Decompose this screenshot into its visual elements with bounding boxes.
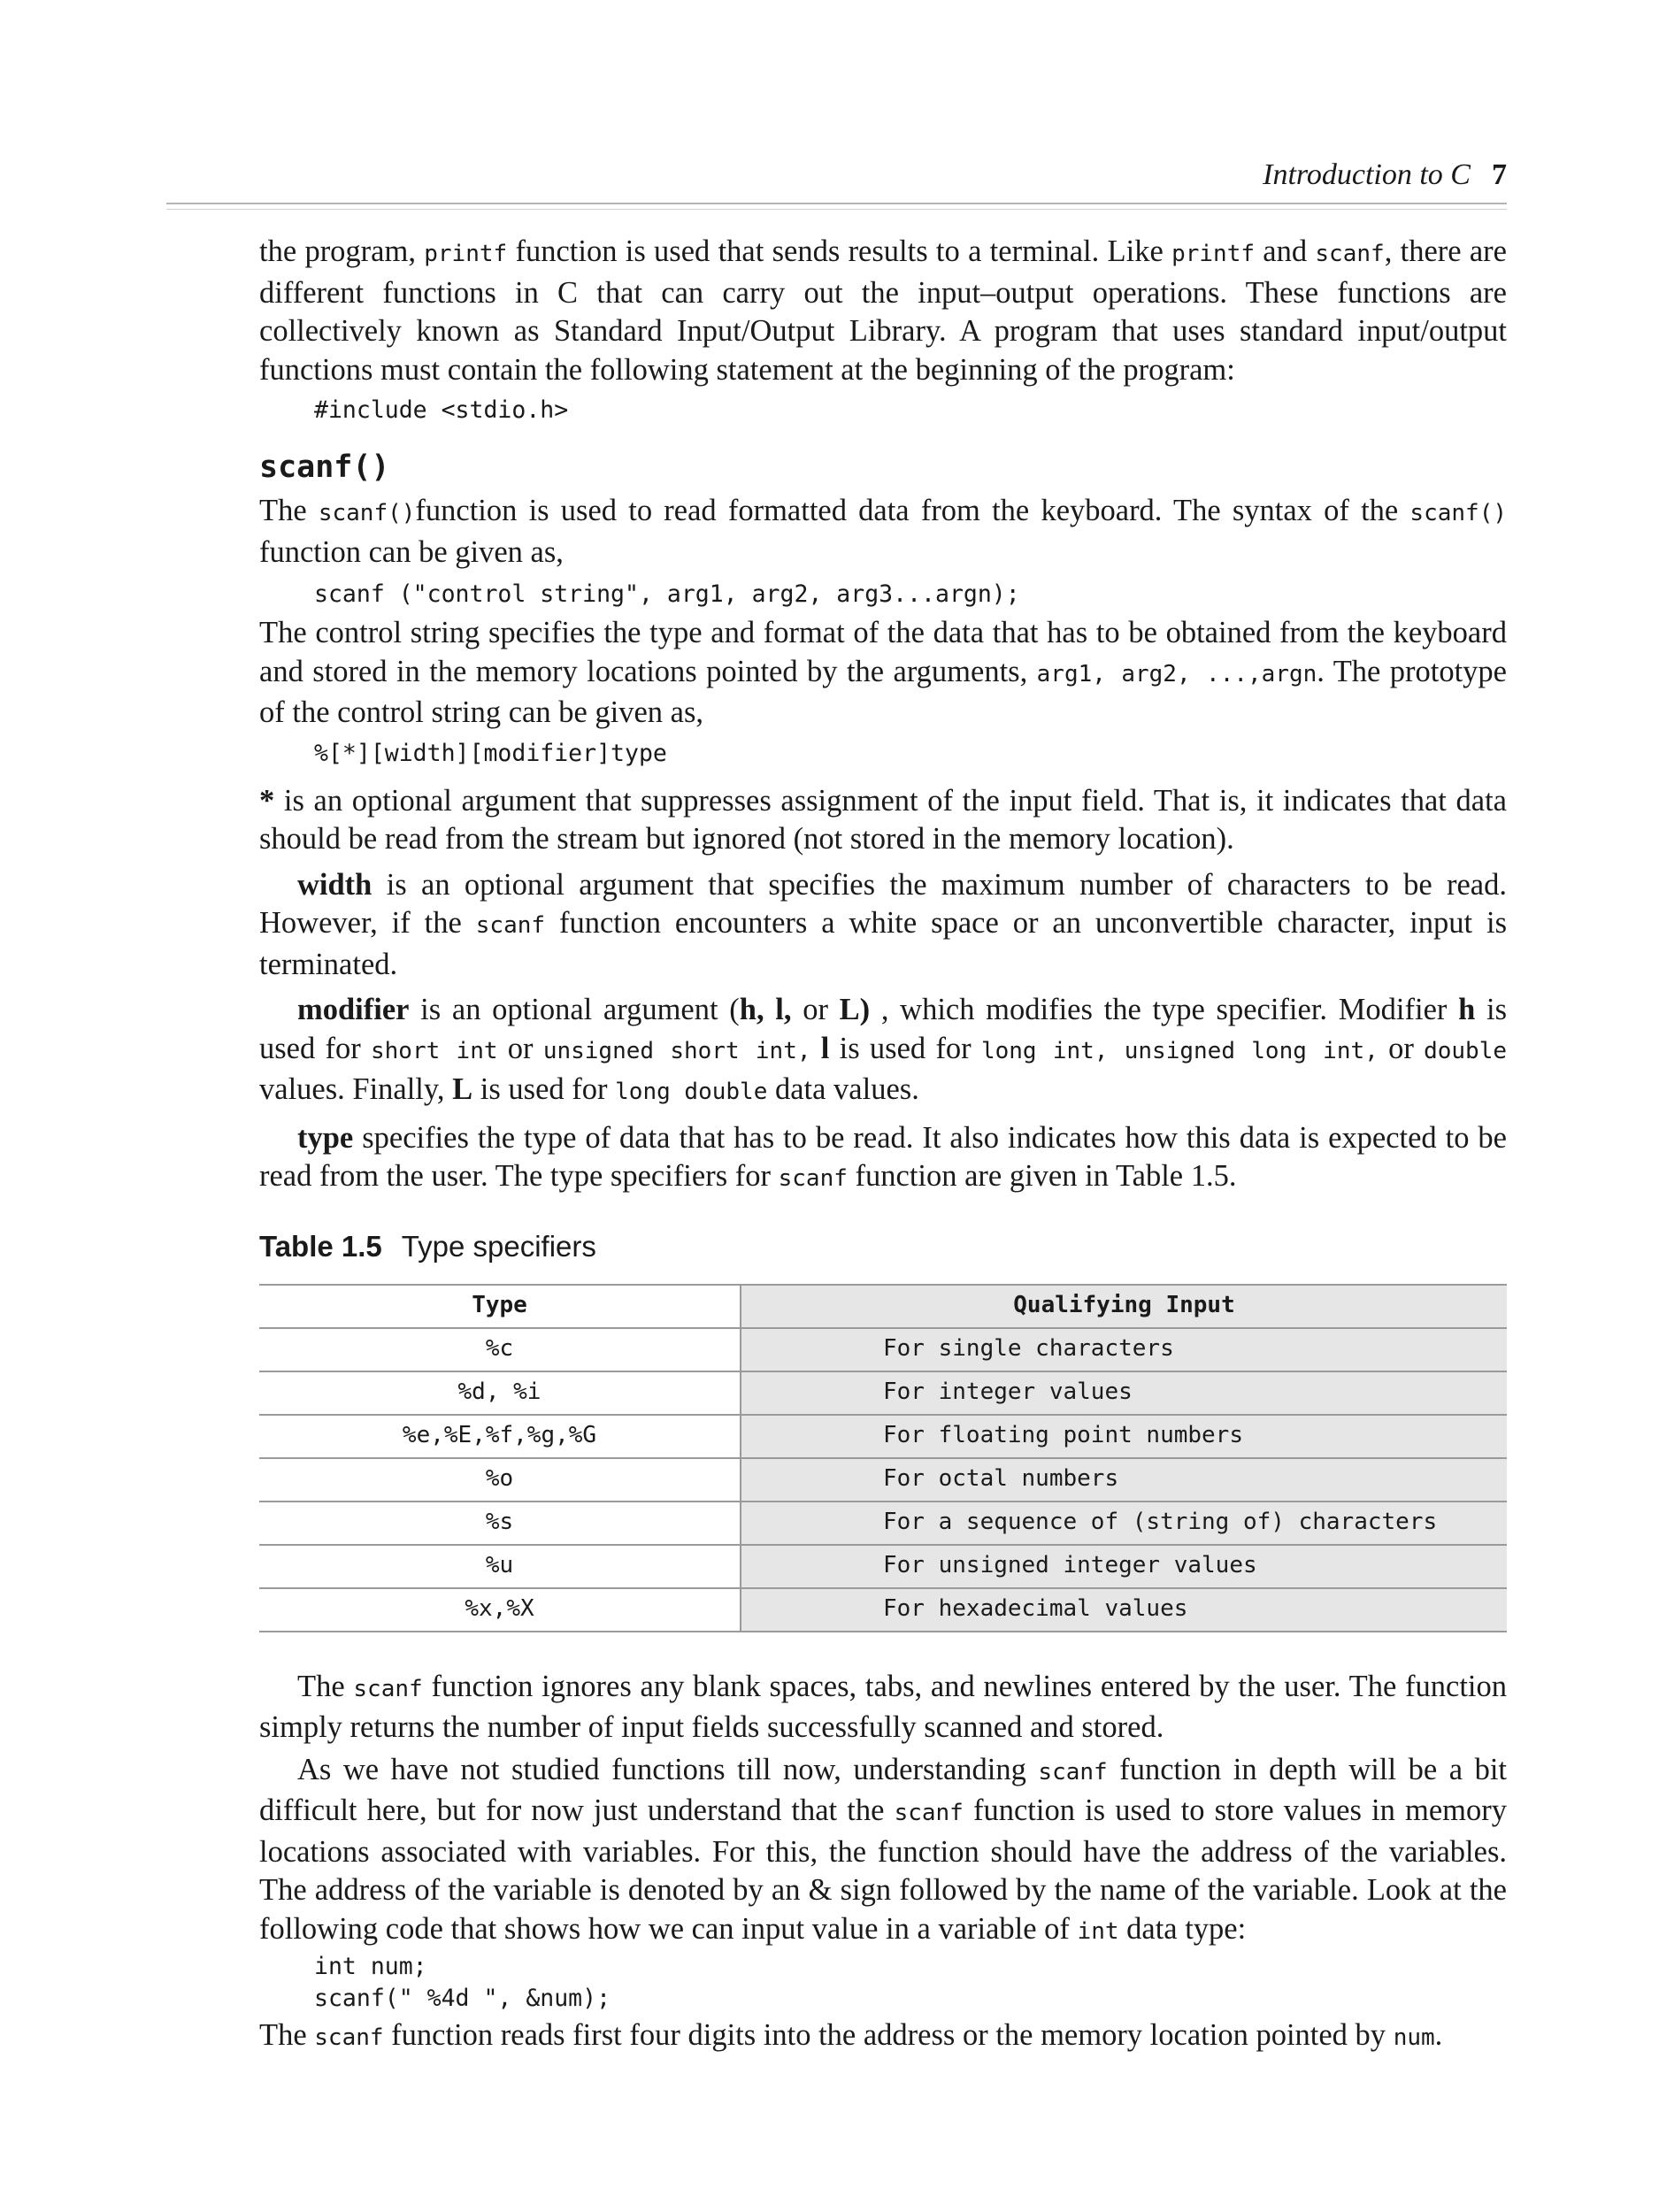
syntax-code: scanf ("control string", arg1, arg2, arg3...argn); bbox=[314, 580, 1020, 608]
header-qualifying-input: Qualifying Input bbox=[741, 1285, 1507, 1328]
table-row bbox=[259, 1371, 1507, 1415]
table-title: Type specifiers bbox=[401, 1229, 596, 1263]
address-paragraph: As we have not studied functions till now, understanding scanf function in depth will be a bit difficult here, but for now just understand that the scanf function is used to store values in memory locations associated with variables. For this, the function should have the address of the variables. The address of the variable is denoted by an & sign followed by the name of the variable. Look at the following code that shows how we can input value in a variable of int data type: bbox=[259, 1752, 1508, 1946]
input-cell: For hexadecimal values bbox=[741, 1588, 1507, 1632]
running-header bbox=[166, 157, 1507, 193]
table-row bbox=[259, 1328, 1507, 1371]
running-title: Introduction to C bbox=[1263, 158, 1471, 191]
scanf-description: The scanf()function is used to read formatted data from the keyboard. The syntax of the scanf() function can be given as, bbox=[259, 494, 1507, 569]
type-cell: %u bbox=[259, 1545, 741, 1588]
example-code-line-2: scanf(" %4d ", &num); bbox=[314, 1985, 611, 2012]
type-cell: %d, %i bbox=[259, 1371, 741, 1415]
header-rule-thin bbox=[166, 209, 1507, 210]
table-row bbox=[259, 1545, 1507, 1588]
type-cell: %s bbox=[259, 1502, 741, 1545]
type-paragraph: type specifies the type of data that has to be read. It also indicates how this data is expected to be read from the user. The type specifiers for scanf function are given in Table 1.5. bbox=[259, 1120, 1507, 1193]
type-specifier-table bbox=[259, 1284, 1507, 1632]
table-row bbox=[259, 1458, 1507, 1502]
input-cell: For floating point numbers bbox=[741, 1415, 1507, 1458]
table-caption bbox=[259, 1229, 1507, 1264]
page-number: 7 bbox=[1492, 158, 1507, 191]
table-row bbox=[259, 1502, 1507, 1545]
intro-paragraph: the program, printf function is used that sends results to a terminal. Like printf and scanf, there are different functions in C that can carry out the input–output operations. These functions are collectively known as Standard Input/Output Library. A program that uses standard input/output functions must contain the following statement at the beginning of the program: bbox=[259, 234, 1507, 387]
type-cell: %e,%E,%f,%g,%G bbox=[259, 1415, 741, 1458]
input-cell: For unsigned integer values bbox=[741, 1545, 1507, 1588]
section-heading: scanf() bbox=[259, 449, 390, 485]
table-header-row bbox=[259, 1285, 1507, 1328]
page-content bbox=[259, 233, 1507, 2058]
type-cell: %x,%X bbox=[259, 1588, 741, 1632]
header-rule bbox=[166, 203, 1507, 204]
input-cell: For single characters bbox=[741, 1328, 1507, 1371]
header-type: Type bbox=[259, 1285, 741, 1328]
input-cell: For a sequence of (string of) characters bbox=[741, 1502, 1507, 1545]
type-cell: %c bbox=[259, 1328, 741, 1371]
closing-paragraph: The scanf function reads first four digits into the address or the memory location pointed by num. bbox=[259, 2018, 1443, 2052]
type-cell: %o bbox=[259, 1458, 741, 1502]
table-row bbox=[259, 1588, 1507, 1632]
ignore-paragraph: The scanf function ignores any blank spaces, tabs, and newlines entered by the user. The function simply returns the number of input fields successfully scanned and stored. bbox=[259, 1669, 1508, 1744]
table-label: Table 1.5 bbox=[259, 1229, 382, 1263]
table-row bbox=[259, 1415, 1507, 1458]
modifier-paragraph: modifier is an optional argument (h, l, or L) , which modifies the type specifier. Modifier h is used for short int or unsigned short int, l is used for long int, unsigned long int, or double values. Finally, L is used for long double data values. bbox=[259, 993, 1507, 1106]
include-code: #include <stdio.h> bbox=[314, 396, 569, 424]
input-cell: For octal numbers bbox=[741, 1458, 1507, 1502]
star-paragraph: * is an optional argument that suppresses assignment of the input field. That is, it indicates that data should be read from the stream but ignored (not stored in the memory location). bbox=[259, 783, 1507, 856]
control-string-paragraph: The control string specifies the type and format of the data that has to be obtained from the keyboard and stored in the memory locations pointed by the arguments, arg1, arg2, ...,argn. The prototype of the control string can be given as, bbox=[259, 616, 1507, 729]
input-cell: For integer values bbox=[741, 1371, 1507, 1415]
example-code-line-1: int num; bbox=[314, 1953, 427, 1980]
prototype-code: %[*][width][modifier]type bbox=[314, 739, 667, 767]
width-paragraph: width is an optional argument that specifies the maximum number of characters to be read. However, if the scanf function encounters a white space or an unconvertible character, input is terminated. bbox=[259, 867, 1507, 981]
